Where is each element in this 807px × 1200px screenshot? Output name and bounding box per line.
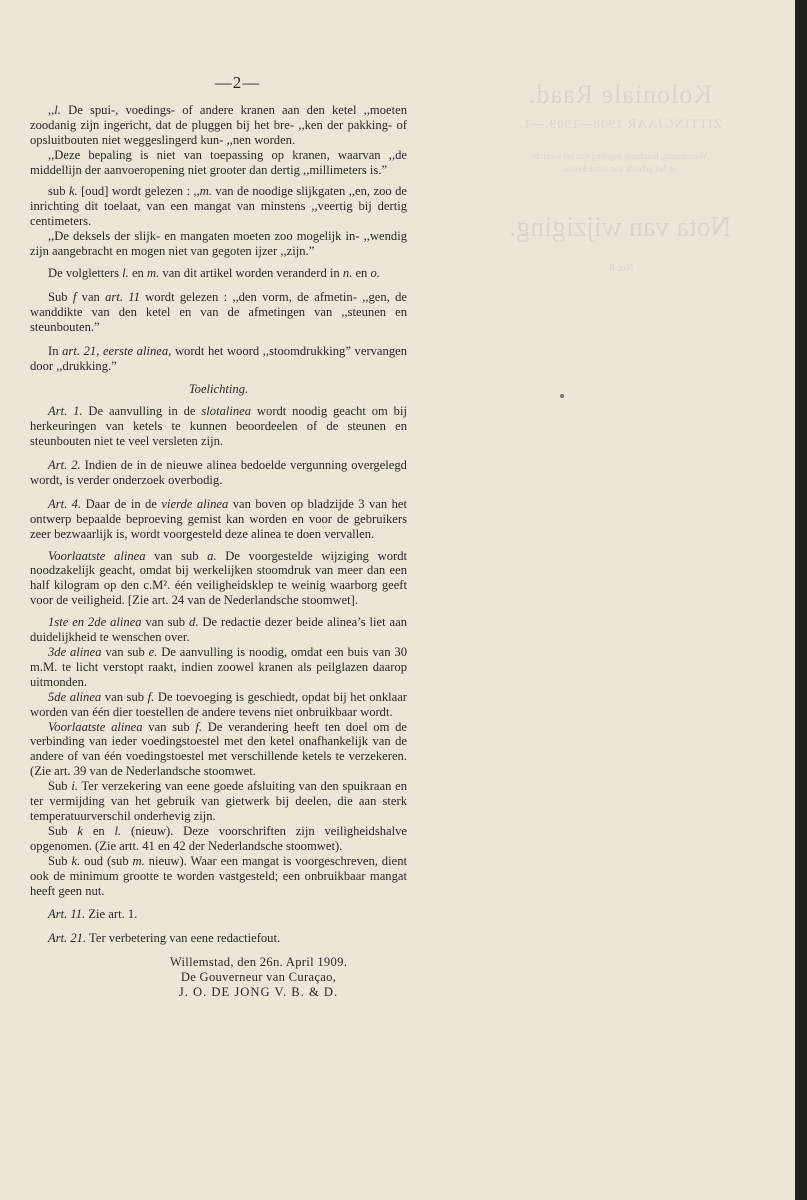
page-content [30,73,408,1000]
signature-role: De Gouverneur van Curaçao, [180,970,337,985]
note-sub-e: 3de alinea van sub e. De aanvulling is noodig, omdat een buis van 30 m.M. te licht verstopt raakt, indien zoowel kranen als peilglazen daarop uitmonden. [30,645,407,689]
scan-edge [795,0,807,1200]
paragraph-exception: ,,Deze bepaling is niet van toepassing op kranen, waarvan ,,de middellijn der aanvoeropening niet grooter dan dertig ,,millimeters is.” [30,147,407,177]
note-sub-d: 1ste en 2de alinea van sub d. De redactie dezer beide alinea’s liet aan duidelijkheid te wenschen over. [30,615,407,645]
note-art-4: Art. 4. Daar de in de vierde alinea van boven op bladzijde 3 van het ontwerp bepaalde beproeving gemist kan worden en voor de gebruikers zeer bezwaarlijk is, wordt voorgesteld deze alinea te doen vervallen. [30,496,407,541]
note-sub-k-l: Sub k en l. (nieuw). Deze voorschriften zijn veiligheidshalve opgenomen. (Zie artt. 41 en 42 der Nederlandsche stoomwet). [30,823,408,853]
note-art-21: Art. 21. Ter verbetering van eene redactiefout. [48,931,281,946]
note-art-2: Art. 2. Indien de in de nieuwe alinea bedoelde vergunning overgelegd wordt, is verder onderzoek overbodig. [30,458,407,487]
note-art-1: Art. 1. De aanvulling in de slotalinea wordt noodig geacht om bij herkeuringen van ketels te kunnen beoordeelen of de steunen en steunbouten niet te veel versleten zijn. [30,404,407,449]
note-voorlaatste-a: Voorlaatste alinea van sub a. De voorgestelde wijziging wordt noodzakelijk geacht, omdat bij werkelijken stoomdruk van meer dan een half kilogram op den c.M². één veiligheidsklep te weinig waarborg geeft voor de veiligheid. [Zie art. 24 van de Nederlandsche stoomwet]. [30,548,408,608]
paragraph-art-21: In art. 21, eerste alinea, wordt het woord ,,stoomdrukking” vervangen door ,,drukking.” [30,343,408,373]
note-art-11: Art. 11. Zie art. 1. [48,907,138,922]
paper-speck [560,394,564,398]
paragraph-deksels: ,,De deksels der slijk- en mangaten moeten zoo mogelijk in- ,,wendig zijn aangebracht en mogen niet van gegoten ijzer ,,zijn.” [30,229,407,259]
note-sub-f-5: 5de alinea van sub f. De toevoeging is geschiedt, opdat bij het onklaar worden van één dier toestellen de andere tevens niet onbruikbaar wordt. [30,689,407,719]
show-through-text: Koloniale Raad. ZITTINGJAAR 1908—1909.—1. Verordening, houdende regeling van het toezicht op het gebruik van stoomketels. Nota van wijziging. No. 8. [509,80,731,274]
paragraph-volgletters: De volgletters l. en m. van dit artikel worden veranderd in n. en o. [48,265,380,280]
page-number: —2— [214,73,261,92]
note-sub-i: Sub i. Ter verzekering van eene goede afsluiting van den spuikraan en ter vermijding van het gebruik van gietwerk bij deelen, die aan sterk temperatuurverschil onderhevig zijn. [30,779,407,823]
note-sub-k-oud: Sub k. oud (sub m. nieuw). Waar een mangat is voorgeschreven, dient ook de minimum grootte te worden vastgesteld; een onbruikbaar mangat heeft geen nut. [30,853,407,898]
signature-place-date: Willemstad, den 26n. April 1909. [169,955,348,970]
signature-name: J. O. DE JONG V. B. & D. [178,985,339,1000]
paragraph-l: ,,l. De spui-, voedings- of andere kranen aan den ketel ,,moeten zoodanig zijn ingericht, dat de pluggen bij het bre- ,,ken der pakking- of opsluitbouten niet weggeslingerd kun- ,,nen worden. [30,102,407,147]
paragraph-sub-k: sub k. [oud] wordt gelezen : ,,m. van de noodige slijkgaten ,,en, zoo de inrichting dit toelaat, van een mangat van minstens ,,veertig bij dertig centimeters. [30,184,407,229]
paragraph-sub-f: Sub f van art. 11 wordt gelezen : ,,den vorm, de afmetin- ,,gen, de wanddikte van den ketel en van de afmetingen van ,,steunen en steunbouten.” [30,289,407,334]
note-voorlaatste-f: Voorlaatste alinea van sub f. De verandering heeft ten doel om de verbinding van ieder voedingstoestel met den ketel onafhankelijk van de andere of van één voedingstoestel met verschillende ketels te verzekeren. (Zie art. 39 van de Nederlandsche stoomwet. [30,719,407,779]
section-heading: Toelichting. [188,382,249,397]
